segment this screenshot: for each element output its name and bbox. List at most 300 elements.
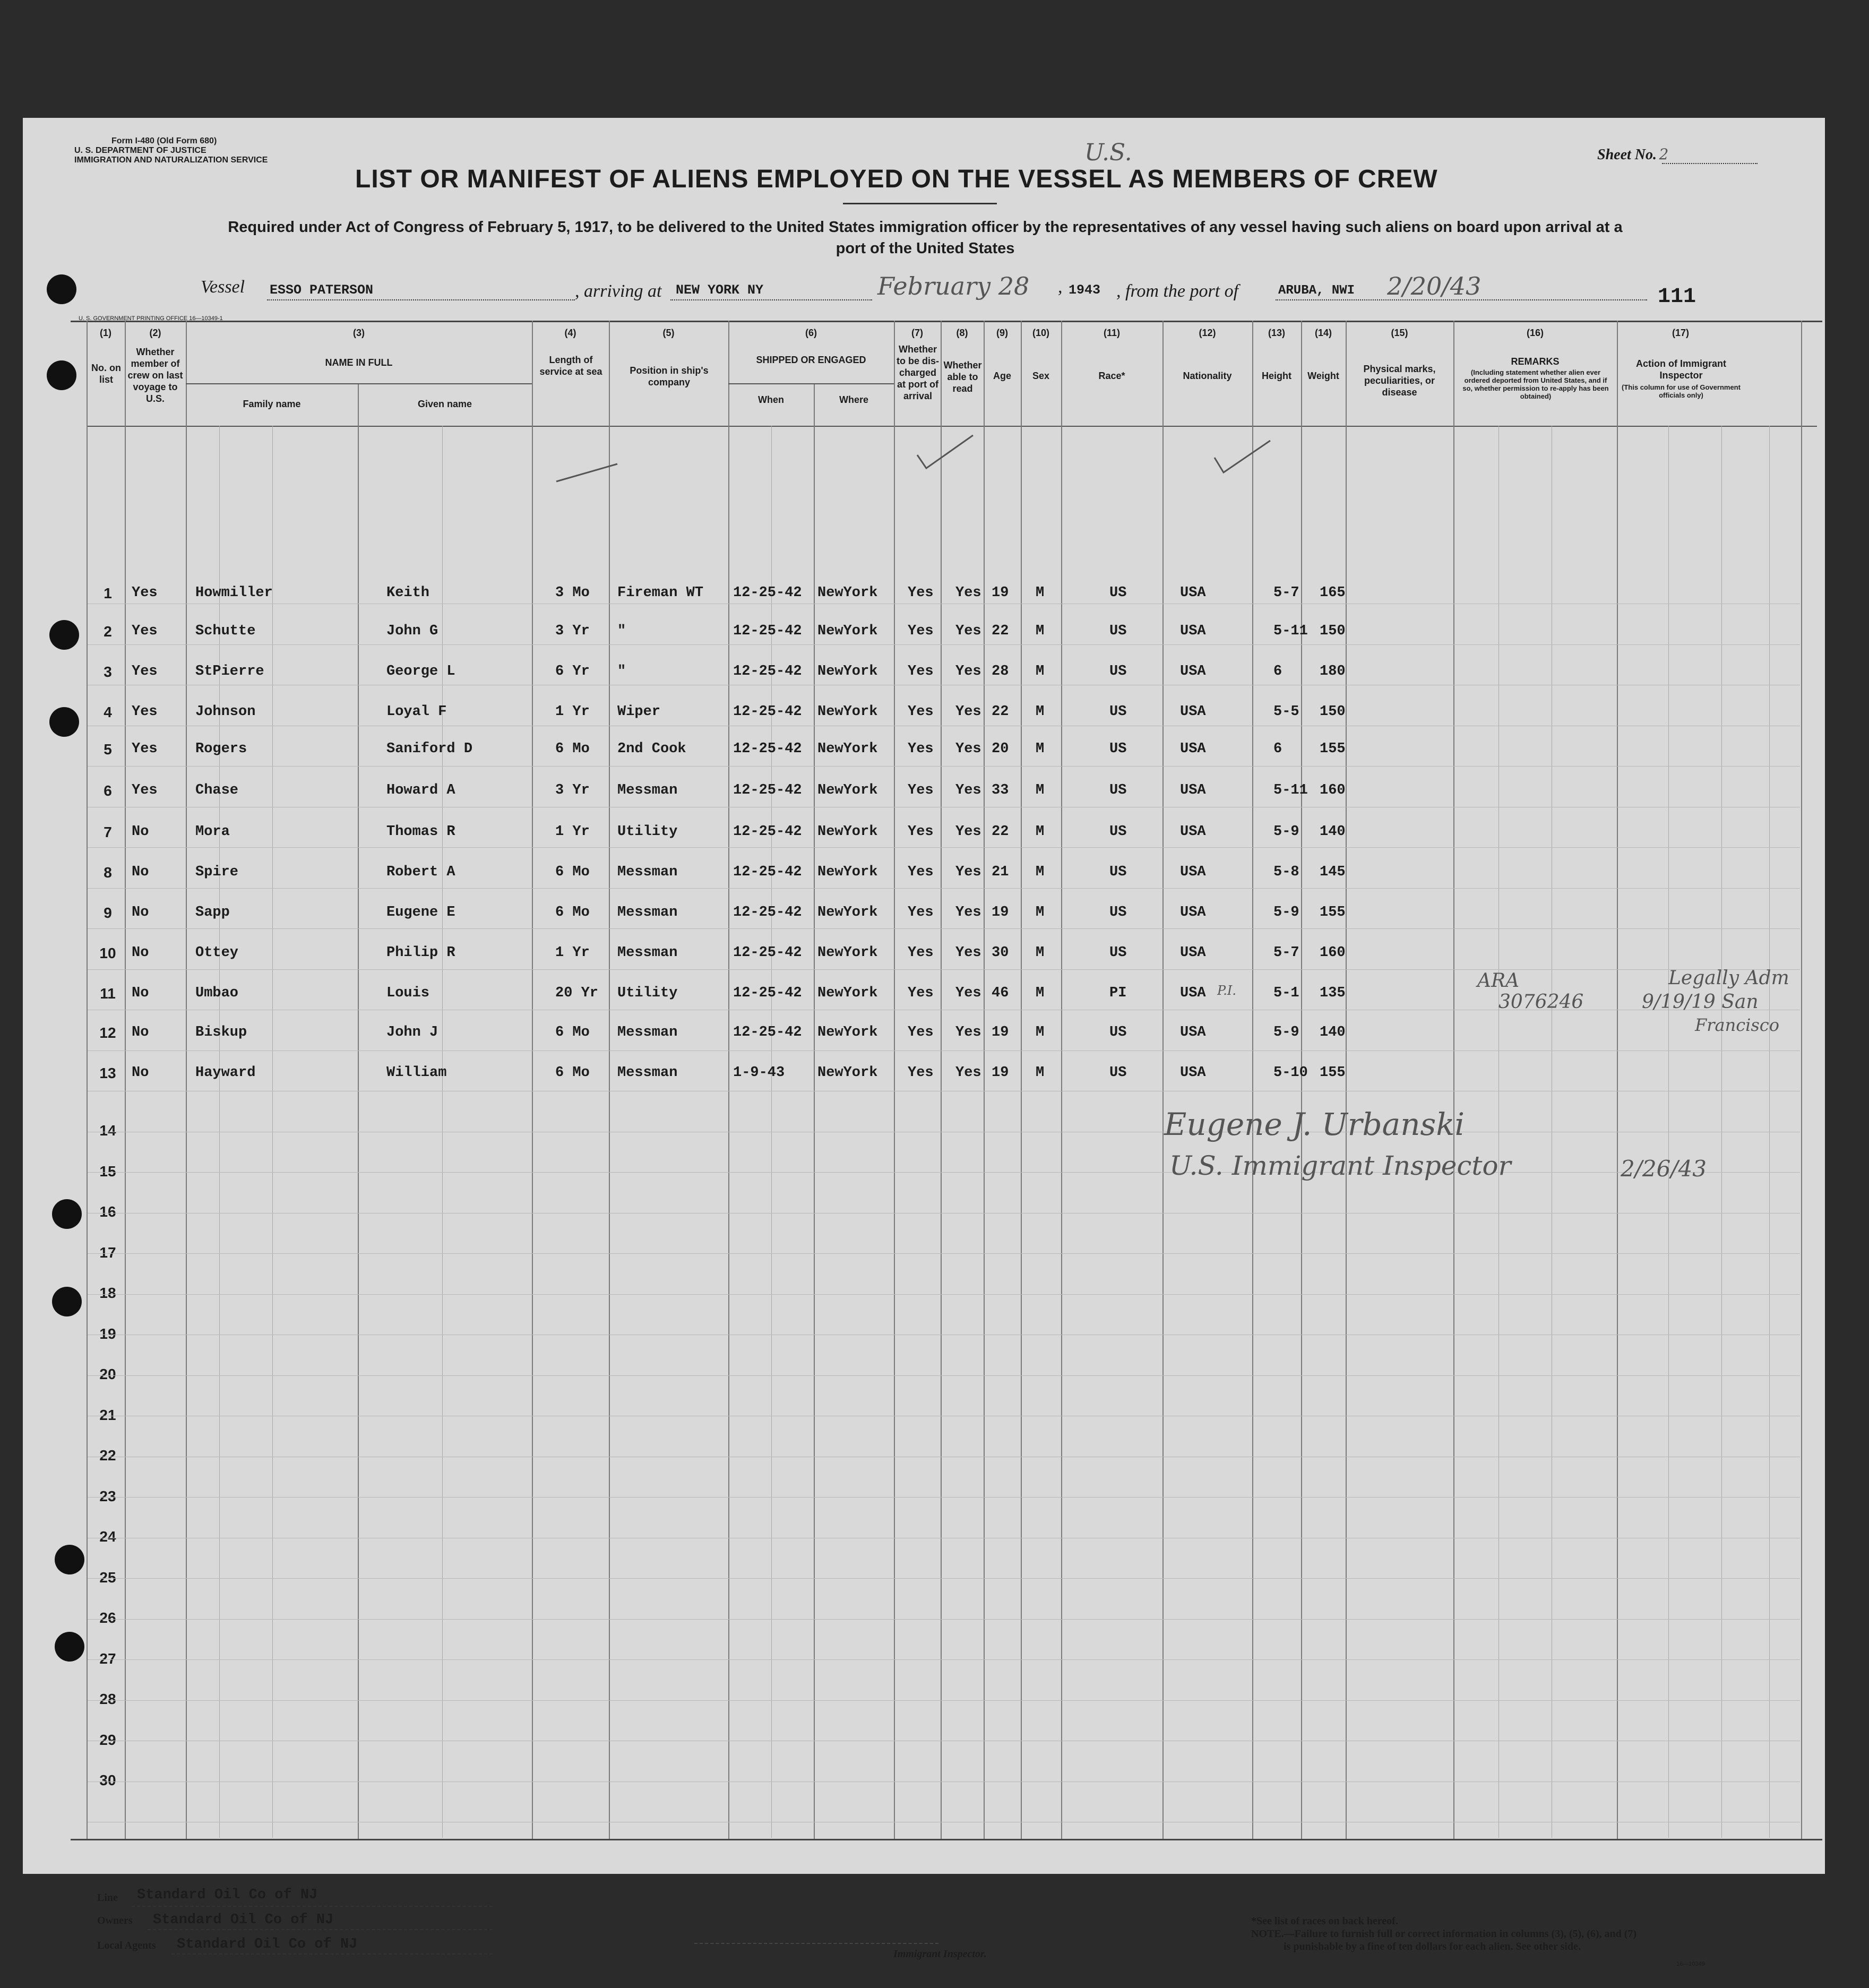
cell-when: 12-25-42 (733, 782, 802, 798)
cell-when: 12-25-42 (733, 623, 802, 639)
cell-height: 5-9 (1273, 1025, 1299, 1040)
punch-hole (55, 1632, 84, 1662)
cell-family: Biskup (195, 1025, 247, 1040)
row-number: 30 (99, 1772, 116, 1788)
row-number: 1 (104, 585, 112, 601)
footer-owners-label: Owners (97, 1915, 133, 1926)
check-mark-icon (554, 458, 623, 489)
cell-service: 1 Yr (555, 824, 590, 840)
cell-position: Messman (617, 945, 678, 961)
cell-nationality: USA (1180, 704, 1206, 720)
cell-discharge: Yes (908, 623, 934, 639)
column-number: (11) (1103, 328, 1121, 338)
row-number: 20 (99, 1366, 116, 1382)
cell-last: No (132, 864, 149, 880)
cell-race: US (1109, 623, 1127, 639)
cell-last: Yes (132, 782, 158, 798)
inspector-signature: Eugene J. Urbanski (1164, 1106, 1465, 1142)
cell-discharge: Yes (908, 704, 934, 720)
footer-note-line2: is punishable by a fine of ten dollars for each alien. See other side. (1284, 1941, 1581, 1952)
cell-service: 6 Mo (555, 741, 590, 757)
column-header-read: Whether able to read (943, 360, 982, 394)
cell-read: Yes (955, 905, 981, 920)
cell-weight: 155 (1320, 1065, 1346, 1081)
arrival-date: February 28 (877, 272, 1030, 300)
printing-office: U. S. GOVERNMENT PRINTING OFFICE 16—10349-1 (79, 315, 223, 322)
cell-where: NewYork (817, 985, 878, 1001)
cell-where: NewYork (817, 741, 878, 757)
manifest-page: Form I-480 (Old Form 680) U. S. DEPARTMENT OF JUSTICE IMMIGRATION AND NATURALIZATION SERVICE Sheet No. 2 U.S. LIST OR MANIFEST OF ALIENS EMPLOYED ON THE VESSEL AS MEMBERS OF CREW Required under Act of Congress of February 5, 1917, to be delivered to the United States immigration officer by the representatives of any vessel having such aliens on board upon arrival at a port of the United States Vessel ESSO PATERSON , arriving at NEW YORK NY February 28 , 1943 , from the port of ARUBA, NWI 2/20/43 111 U. S. GOVERNMENT PRINTING OFFICE 16—10349-1 (1) (2) (3) (4) (5) (6) (7) (8) (9) (10) (11) (12) (13) (14) (15) (16) (17) No. on list Whether member of crew on last voyage to U.S. NAME IN FULL Family name Given name Length of service at sea Position in ship's company SHIPPED OR ENGAGED When Where Whether to be dis-charged at port of arrival Whether able to read Age Sex Race* Nationality Height Weight Physical marks, peculiarities, or disease REMARKS (Including statement whether alien ever ordered deported from United States, and if so, whether permission to re-apply has been obtained) Action of Immigrant Inspector (This column for use of Government officials only) 1 Yes Howmiller Keith 3 Mo Fireman WT 12-25-42 NewYork Yes Yes 19 M US USA 5-7 165 2 Yes Schutte John G 3 Yr " 12-25-42 NewYork Yes Yes 22 M US USA 5-11 150 3 Yes StPierre George L 6 Yr " 12-25-42 NewYork Yes Yes 28 M US USA 6 180 4 Yes Johnson Loyal F 1 Yr Wiper 12-25-42 NewYork Yes Yes 22 M US USA 5-5 150 5 Yes Rogers Saniford D 6 Mo 2nd Cook 12-25-42 NewYork Yes Yes 20 M US USA 6 155 6 Yes Chase Howard A 3 Yr Messman 12-25-42 NewYork Yes Yes 33 M US USA 5-11 160 7 No Mora Thomas R 1 Yr Utility 12-25-42 NewYork Yes Yes 22 M US USA 5-9 140 8 No Spire Robert A 6 Mo Messman 12-25-42 NewYork Yes Yes 21 M US USA 5-8 145 9 No Sapp Eugene E 6 Mo Messman 12-25-42 NewYork Yes Yes 19 M US USA 5-9 155 10 No Ottey Philip R 1 Yr Messman 12-25-42 NewYork Yes Yes 30 M US USA 5-7 160 11 No Umbao Louis 20 Yr Utility 12-25-42 NewYork Yes Yes 46 M PI USA 5-1 135 12 No Biskup John J 6 Mo Messman 12-25-42 NewYork Yes Yes 19 M US USA 5-9 140 13 No Hayward William 6 Mo Messman 1-9-43 NewYork Yes Yes 19 M US USA 5-10 155 14 15 16 17 18 19 20 21 22 23 24 25 26 27 28 29 30 P.I. ARA 3076246 Legally Adm 9/19/19 San Francisco Eugene J. Urbanski U.S. Immigrant Inspector 2/26/43 Line Standard Oil Co of NJ Owners Standard Oil Co of NJ Local Agents Standard Oil Co of NJ Immigrant Inspector. *See list of races on back hereof. NOTE.—Failure to furnish full or correct information in columns (3), (5), (6), and (7) is punishable by a fine of ten dollars for each alien. See other side. 16—10349 (23, 118, 1825, 1874)
column-number: (15) (1391, 328, 1408, 338)
cell-race: US (1109, 1065, 1127, 1081)
cell-nationality: USA (1180, 782, 1206, 798)
cell-race: US (1109, 704, 1127, 720)
cell-discharge: Yes (908, 985, 934, 1001)
cell-where: NewYork (817, 704, 878, 720)
row-number: 28 (99, 1691, 116, 1707)
cell-position: Messman (617, 782, 678, 798)
cell-nationality: USA (1180, 905, 1206, 920)
sheet-label: Sheet No. (1597, 147, 1657, 163)
cell-position: Messman (617, 905, 678, 920)
column-header-position: Position in ship's company (630, 365, 709, 388)
cell-weight: 160 (1320, 782, 1346, 798)
column-header-height: Height (1262, 371, 1291, 381)
cell-last: No (132, 905, 149, 920)
cell-age: 20 (992, 741, 1009, 757)
action-city: Francisco (1695, 1015, 1779, 1035)
footer-line-label: Line (97, 1892, 118, 1904)
column-header-where: Where (839, 394, 868, 405)
column-header-action: Action of Immigrant Inspector (1636, 358, 1726, 381)
row-number: 13 (99, 1065, 116, 1081)
cell-sex: M (1036, 905, 1045, 920)
cell-age: 22 (992, 623, 1009, 639)
cell-weight: 155 (1320, 905, 1346, 920)
column-number: (16) (1526, 328, 1544, 338)
cell-given: Robert A (386, 864, 455, 880)
row-rule (88, 928, 1800, 929)
cell-read: Yes (955, 1065, 981, 1081)
column-header-last-voyage: Whether member of crew on last voyage to U.S. (127, 347, 183, 404)
column-number: (8) (956, 328, 968, 338)
column-header-remarks: REMARKS (1511, 356, 1560, 367)
cell-where: NewYork (817, 585, 878, 601)
cell-where: NewYork (817, 1065, 878, 1081)
cell-weight: 150 (1320, 623, 1346, 639)
row-rule (88, 1497, 1800, 1498)
cell-family: Spire (195, 864, 239, 880)
cell-nationality: USA (1180, 945, 1206, 961)
footer-note-line1: NOTE.—Failure to furnish full or correct information in columns (3), (5), (6), and (7) (1251, 1928, 1637, 1940)
row-number: 22 (99, 1447, 116, 1464)
cell-family: Mora (195, 824, 230, 840)
cell-given: John J (386, 1025, 438, 1040)
cell-nationality: USA (1180, 985, 1206, 1001)
cell-weight: 140 (1320, 1025, 1346, 1040)
cell-when: 12-25-42 (733, 905, 802, 920)
cell-height: 5-11 (1273, 782, 1308, 798)
row-number: 19 (99, 1325, 116, 1342)
cell-height: 5-8 (1273, 864, 1299, 880)
cell-age: 33 (992, 782, 1009, 798)
cell-last: Yes (132, 623, 158, 639)
cell-height: 5-1 (1273, 985, 1299, 1001)
cell-last: Yes (132, 704, 158, 720)
cell-sex: M (1036, 824, 1045, 840)
footer-inspector-label: Immigrant Inspector. (893, 1948, 987, 1960)
cell-sex: M (1036, 1025, 1045, 1040)
cell-given: Eugene E (386, 905, 455, 920)
cell-last: No (132, 1025, 149, 1040)
footer-owners: Standard Oil Co of NJ (153, 1912, 334, 1928)
inspector-title: U.S. Immigrant Inspector (1169, 1150, 1511, 1181)
subtitle-line1: Required under Act of Congress of February 5, 1917, to be delivered to the United States immigration officer by the representatives of any vessel having such aliens on board upon arrival at a (228, 219, 1623, 236)
row-number: 7 (104, 824, 112, 840)
cell-discharge: Yes (908, 824, 934, 840)
punch-hole (52, 1199, 82, 1229)
cell-height: 5-9 (1273, 905, 1299, 920)
cell-when: 12-25-42 (733, 1025, 802, 1040)
cell-weight: 150 (1320, 704, 1346, 720)
column-number: (9) (996, 328, 1008, 338)
sheet-number: 2 (1659, 145, 1669, 163)
cell-nationality: USA (1180, 1025, 1206, 1040)
row-number: 4 (104, 704, 112, 720)
arrival-year: 1943 (1069, 282, 1101, 298)
cell-age: 19 (992, 905, 1009, 920)
cell-family: StPierre (195, 664, 264, 679)
column-number: (10) (1032, 328, 1049, 338)
punch-hole (47, 274, 76, 304)
row-number: 27 (99, 1650, 116, 1667)
cell-discharge: Yes (908, 864, 934, 880)
column-header-race: Race* (1098, 371, 1125, 381)
row-number: 21 (99, 1406, 116, 1423)
cell-when: 12-25-42 (733, 824, 802, 840)
column-header-family-name: Family name (243, 399, 301, 409)
cell-discharge: Yes (908, 664, 934, 679)
from-port: ARUBA, NWI (1278, 283, 1355, 298)
column-number: (7) (911, 328, 923, 338)
cell-position: Utility (617, 824, 678, 840)
cell-race: US (1109, 664, 1127, 679)
cell-race: US (1109, 585, 1127, 601)
cell-family: Chase (195, 782, 239, 798)
column-header-when: When (758, 394, 784, 405)
title-annotation: U.S. (1084, 139, 1132, 166)
row-rule (88, 847, 1800, 848)
cell-height: 5-11 (1273, 623, 1308, 639)
column-number: (5) (662, 328, 675, 338)
cell-given: Louis (386, 985, 430, 1001)
cell-given: Keith (386, 585, 430, 601)
cell-nationality: USA (1180, 664, 1206, 679)
cell-age: 30 (992, 945, 1009, 961)
column-header-discharged: Whether to be dis-charged at port of arrival (897, 344, 939, 401)
column-number: (4) (564, 328, 576, 338)
cell-family: Umbao (195, 985, 239, 1001)
cell-discharge: Yes (908, 585, 934, 601)
column-number: (17) (1672, 328, 1689, 338)
cell-read: Yes (955, 704, 981, 720)
cell-age: 19 (992, 1025, 1009, 1040)
handwritten-date: 2/20/43 (1387, 272, 1482, 300)
cell-given: Thomas R (386, 824, 455, 840)
cell-when: 12-25-42 (733, 945, 802, 961)
cell-sex: M (1036, 704, 1045, 720)
cell-position: Wiper (617, 704, 661, 720)
row-number: 29 (99, 1731, 116, 1748)
cell-read: Yes (955, 824, 981, 840)
column-number: (2) (149, 328, 161, 338)
cell-where: NewYork (817, 1025, 878, 1040)
cell-sex: M (1036, 664, 1045, 679)
row-rule (88, 1253, 1800, 1254)
cell-race: US (1109, 824, 1127, 840)
row-number: 10 (99, 945, 116, 961)
cell-age: 46 (992, 985, 1009, 1001)
cell-service: 3 Yr (555, 782, 590, 798)
arriving-label: , arriving at (575, 281, 662, 301)
row-number: 26 (99, 1610, 116, 1626)
row-rule (88, 1294, 1800, 1295)
cell-read: Yes (955, 664, 981, 679)
cell-given: George L (386, 664, 455, 679)
nationality-annotation: P.I. (1217, 983, 1237, 998)
column-header-physical-marks: Physical marks, peculiarities, or disease (1363, 364, 1436, 398)
cell-position: Messman (617, 1025, 678, 1040)
cell-race: PI (1109, 985, 1127, 1001)
cell-read: Yes (955, 945, 981, 961)
cell-weight: 135 (1320, 985, 1346, 1001)
row-number: 24 (99, 1528, 116, 1545)
form-number: Form I-480 (Old Form 680) (111, 136, 217, 145)
cell-nationality: USA (1180, 1065, 1206, 1081)
cell-height: 5-10 (1273, 1065, 1308, 1081)
cell-where: NewYork (817, 824, 878, 840)
row-number: 9 (104, 905, 112, 921)
cell-discharge: Yes (908, 945, 934, 961)
check-mark-icon (1212, 436, 1276, 479)
cell-service: 6 Mo (555, 1025, 590, 1040)
row-number: 3 (104, 664, 112, 680)
cell-position: " (617, 623, 626, 639)
cell-race: US (1109, 945, 1127, 961)
cell-age: 19 (992, 585, 1009, 601)
cell-family: Schutte (195, 623, 256, 639)
cell-height: 5-7 (1273, 945, 1299, 961)
row-rule (88, 1375, 1800, 1376)
column-header-weight: Weight (1307, 371, 1339, 381)
cell-service: 6 Mo (555, 1065, 590, 1081)
punch-hole (52, 1287, 82, 1316)
action-date-place: 9/19/19 San (1642, 991, 1759, 1013)
column-number: (3) (353, 328, 365, 338)
cell-sex: M (1036, 741, 1045, 757)
cell-position: Messman (617, 864, 678, 880)
row-number: 2 (104, 623, 112, 640)
cell-nationality: USA (1180, 623, 1206, 639)
cell-weight: 140 (1320, 824, 1346, 840)
row-number: 14 (99, 1122, 116, 1139)
column-header-name: NAME IN FULL (325, 357, 393, 368)
row-rule (88, 644, 1800, 645)
footer-agents-label: Local Agents (97, 1940, 156, 1951)
column-number: (12) (1199, 328, 1216, 338)
row-rule (88, 1172, 1800, 1173)
column-number: (13) (1268, 328, 1285, 338)
cell-sex: M (1036, 623, 1045, 639)
remarks-ara: ARA (1477, 970, 1520, 992)
cell-last: Yes (132, 585, 158, 601)
vessel-name: ESSO PATERSON (270, 282, 374, 298)
column-header-no: No. on list (91, 363, 121, 385)
punch-hole (49, 620, 79, 650)
cell-service: 6 Mo (555, 864, 590, 880)
row-number: 23 (99, 1487, 116, 1504)
column-header-sex: Sex (1032, 371, 1050, 381)
cell-age: 22 (992, 704, 1009, 720)
cell-where: NewYork (817, 945, 878, 961)
row-number: 16 (99, 1203, 116, 1220)
cell-weight: 145 (1320, 864, 1346, 880)
cell-read: Yes (955, 623, 981, 639)
row-rule (88, 1659, 1800, 1660)
cell-service: 1 Yr (555, 704, 590, 720)
cell-read: Yes (955, 1025, 981, 1040)
vessel-label: Vessel (201, 277, 245, 297)
column-number: (6) (805, 328, 817, 338)
cell-position: 2nd Cook (617, 741, 686, 757)
cell-where: NewYork (817, 905, 878, 920)
cell-position: Messman (617, 1065, 678, 1081)
cell-when: 12-25-42 (733, 664, 802, 679)
column-header-age: Age (993, 371, 1011, 381)
footer-agents: Standard Oil Co of NJ (177, 1937, 358, 1952)
form-department: U. S. DEPARTMENT OF JUSTICE (74, 146, 206, 155)
column-number: (1) (100, 328, 111, 338)
row-rule (88, 766, 1800, 767)
form-identifier (74, 136, 268, 165)
cell-read: Yes (955, 585, 981, 601)
cell-weight: 180 (1320, 664, 1346, 679)
cell-race: US (1109, 1025, 1127, 1040)
cell-age: 19 (992, 1065, 1009, 1081)
row-rule (88, 1578, 1800, 1579)
row-number: 5 (104, 741, 112, 758)
cell-sex: M (1036, 782, 1045, 798)
cell-race: US (1109, 905, 1127, 920)
cell-sex: M (1036, 1065, 1045, 1081)
row-number: 11 (100, 985, 116, 1002)
cell-last: No (132, 985, 149, 1001)
cell-family: Sapp (195, 905, 230, 920)
cell-where: NewYork (817, 782, 878, 798)
cell-where: NewYork (817, 864, 878, 880)
column-header-remarks-note: (Including statement whether alien ever ordered deported from United States, and if so, whether permission to re-apply has been obtained) (1462, 368, 1609, 400)
cell-age: 28 (992, 664, 1009, 679)
cell-weight: 155 (1320, 741, 1346, 757)
row-number: 6 (104, 782, 112, 799)
cell-when: 1-9-43 (733, 1065, 785, 1081)
cell-service: 6 Yr (555, 664, 590, 679)
cell-nationality: USA (1180, 585, 1206, 601)
punch-hole (49, 707, 79, 737)
arriving-port: NEW YORK NY (676, 282, 764, 298)
form-service: IMMIGRATION AND NATURALIZATION SERVICE (74, 156, 268, 165)
cell-sex: M (1036, 864, 1045, 880)
from-port-label: , from the port of (1116, 281, 1239, 301)
footer-code: 16—10349 (1676, 1961, 1705, 1967)
cell-family: Ottey (195, 945, 239, 961)
cell-service: 3 Mo (555, 585, 590, 601)
row-rule (88, 969, 1800, 970)
cell-where: NewYork (817, 664, 878, 679)
cell-discharge: Yes (908, 905, 934, 920)
cell-height: 6 (1273, 664, 1282, 679)
cell-last: No (132, 1065, 149, 1081)
cell-nationality: USA (1180, 741, 1206, 757)
column-header-service: Length of service at sea (539, 355, 602, 377)
row-number: 12 (99, 1025, 116, 1041)
cell-nationality: USA (1180, 864, 1206, 880)
subtitle-line2: port of the United States (836, 240, 1015, 257)
cell-given: Howard A (386, 782, 455, 798)
row-number: 15 (99, 1163, 116, 1180)
cell-when: 12-25-42 (733, 585, 802, 601)
cell-discharge: Yes (908, 741, 934, 757)
cell-where: NewYork (817, 623, 878, 639)
row-rule (88, 1619, 1800, 1620)
cell-position: Utility (617, 985, 678, 1001)
column-header-action-note: (This column for use of Government officials only) (1622, 383, 1741, 399)
cell-nationality: USA (1180, 824, 1206, 840)
cell-sex: M (1036, 945, 1045, 961)
cell-service: 6 Mo (555, 905, 590, 920)
cell-position: Fireman WT (617, 585, 704, 601)
action-legally-admitted: Legally Adm (1668, 967, 1789, 989)
cell-read: Yes (955, 985, 981, 1001)
cell-family: Johnson (195, 704, 256, 720)
row-rule (88, 1700, 1800, 1701)
cell-last: Yes (132, 664, 158, 679)
cell-sex: M (1036, 585, 1045, 601)
page-title: LIST OR MANIFEST OF ALIENS EMPLOYED ON THE VESSEL AS MEMBERS OF CREW (355, 165, 1438, 193)
row-rule (88, 1213, 1800, 1214)
column-header-shipped: SHIPPED OR ENGAGED (756, 355, 866, 365)
cell-given: William (386, 1065, 447, 1081)
punch-hole (47, 360, 76, 390)
column-header-given-name: Given name (417, 399, 472, 409)
cell-weight: 165 (1320, 585, 1346, 601)
column-number: (14) (1314, 328, 1332, 338)
row-number: 17 (99, 1244, 116, 1261)
cell-when: 12-25-42 (733, 985, 802, 1001)
cell-family: Howmiller (195, 585, 273, 601)
cell-discharge: Yes (908, 782, 934, 798)
remarks-number: 3076246 (1498, 991, 1584, 1013)
cell-given: John G (386, 623, 438, 639)
punch-hole (55, 1545, 84, 1574)
cell-family: Hayward (195, 1065, 256, 1081)
signature-date: 2/26/43 (1621, 1156, 1707, 1182)
footer-line: Standard Oil Co of NJ (137, 1887, 318, 1903)
cell-given: Saniford D (386, 741, 473, 757)
cell-position: " (617, 664, 626, 679)
cell-when: 12-25-42 (733, 741, 802, 757)
cell-service: 20 Yr (555, 985, 599, 1001)
